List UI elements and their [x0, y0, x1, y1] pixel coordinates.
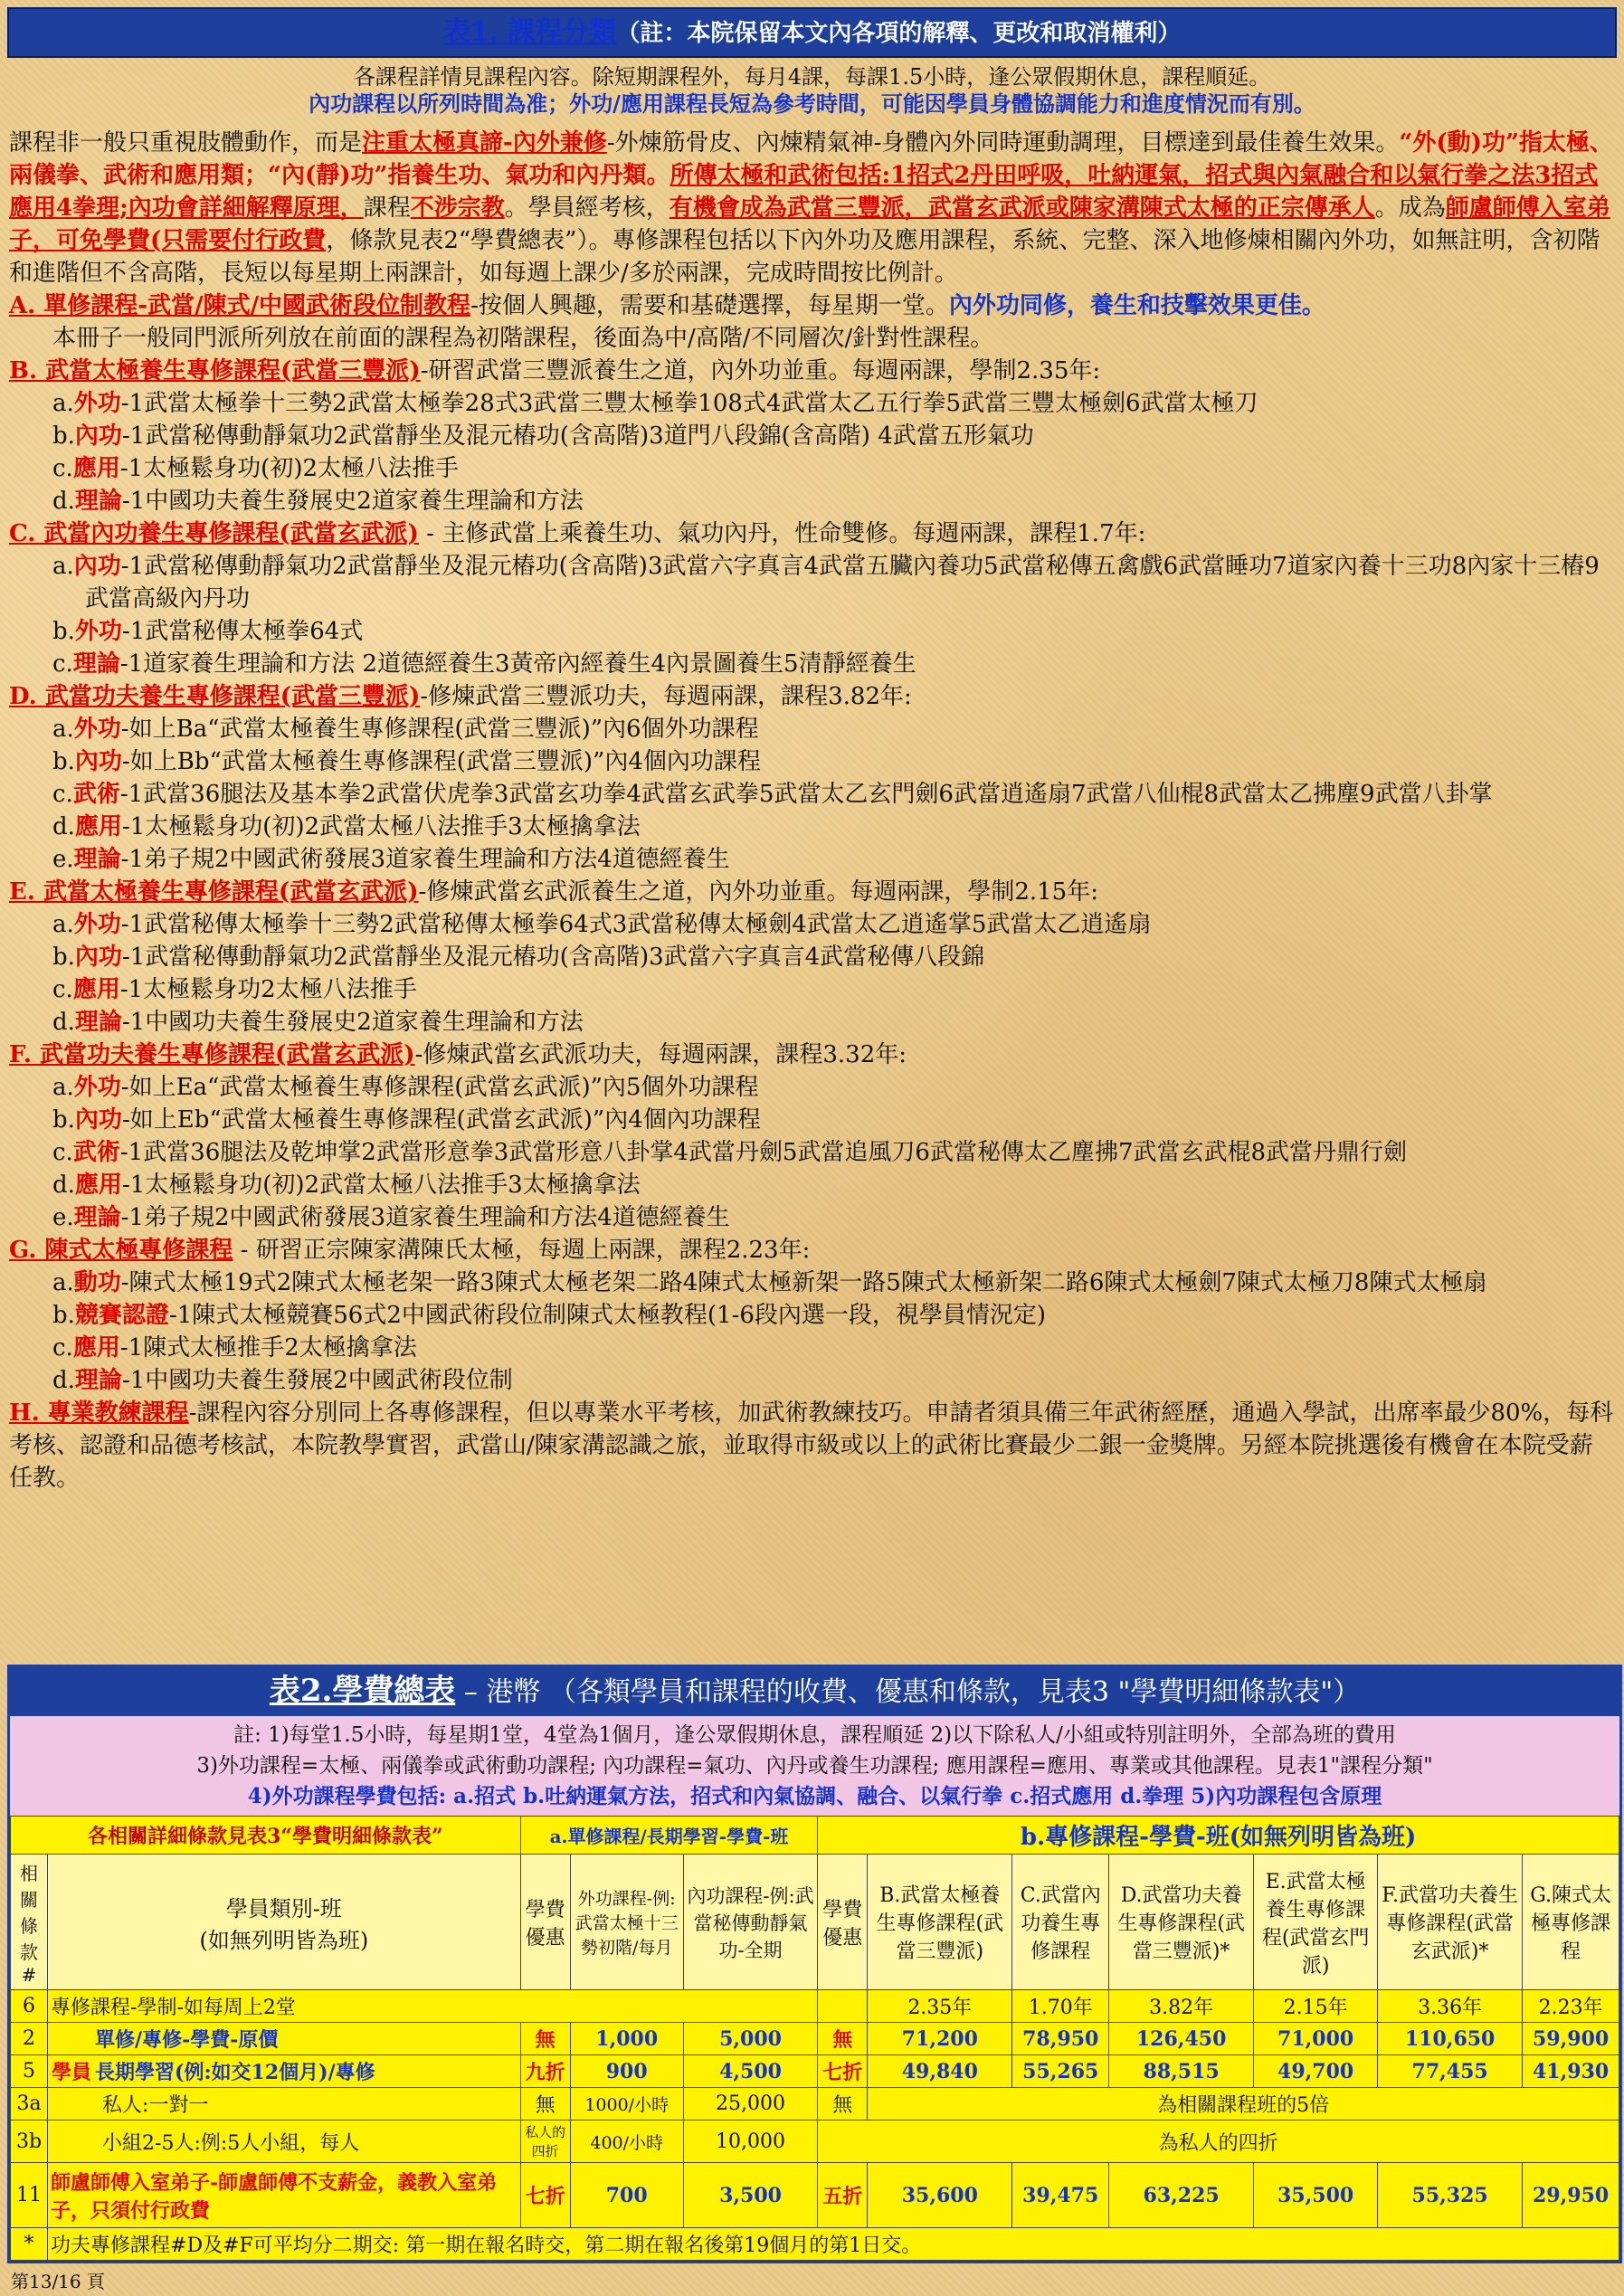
- table-cell: 78,950: [1012, 2023, 1109, 2055]
- item-category: 應用: [74, 813, 122, 840]
- header-cell: E.武當太極養生專修課程(武當玄門派): [1254, 1855, 1378, 1990]
- item-letter: e.: [52, 846, 74, 873]
- item-text: -如上Eb“武當太極養生專修課程(武當玄武派)”內4個內功課程: [121, 1106, 761, 1134]
- row-label: 單修/專修-學費-原價: [95, 2028, 279, 2052]
- item-category: 理論: [74, 1009, 122, 1036]
- table-row: [11, 2023, 1619, 2055]
- course-item: [7, 1071, 1617, 1104]
- table-cell: 2.23年: [1523, 1990, 1619, 2023]
- desc-highlight: “外(動)功”指太極、兩儀拳、武術和應用類；“內(靜)功”指養生功、氣功和內丹類。: [9, 129, 1613, 189]
- table-cell: 專修課程-學制-如每周上2堂: [48, 1990, 818, 2023]
- intro-line1: 各課程詳情見課程內容。除短期課程外，每月4課，每課1.5小時，逢公眾假期休息，課程順延。: [353, 64, 1271, 90]
- table-cell: 6: [11, 1990, 48, 2023]
- header-cell: 外功課程-例:武當太極十三勢初階/每月: [570, 1855, 683, 1990]
- desc-part: 。成為: [1374, 194, 1446, 222]
- item-category: 外功: [73, 1074, 121, 1101]
- table-cell: 師盧師傅入室弟子-師盧師傅不支薪金，義教入室弟子，只須付行政費: [48, 2163, 521, 2228]
- item-letter: c.: [52, 976, 73, 1003]
- section-text: - 主修武當上乘養生功、氣功內丹，性命雙修。每週兩課，課程1.7年:: [418, 520, 1146, 547]
- section-text: -修煉武當玄武派養生之道，內外功並重。每週兩課，學制2.15年:: [418, 878, 1098, 906]
- item-category: 外功: [73, 390, 121, 417]
- course-item: [7, 1201, 1617, 1234]
- section-text: -按個人興趣，需要和基礎選擇，每星期一堂。: [470, 292, 949, 319]
- table-cell: 3a: [11, 2088, 48, 2120]
- item-letter: e.: [52, 1204, 74, 1231]
- table-cell: 39,475: [1012, 2163, 1109, 2228]
- item-category: 動功: [73, 1269, 121, 1296]
- course-item: [7, 615, 1617, 648]
- table-cell: 為私人的四折: [818, 2120, 1619, 2163]
- table-cell: 126,450: [1109, 2023, 1254, 2055]
- desc-highlight: 師盧師傅入室弟子，可免學費(只需要付行政費: [9, 194, 1610, 254]
- table-row: [11, 1817, 1619, 1855]
- item-letter: d.: [52, 1367, 75, 1394]
- item-text: -1弟子規2中國武術發展3道家養生理論和方法4道德經養生: [120, 1204, 730, 1231]
- course-item: [7, 452, 1617, 485]
- table-cell: 私人的四折: [520, 2120, 570, 2163]
- table-cell: 41,930: [1523, 2055, 1619, 2088]
- section-label: D. 武當功夫養生專修課程(武當三豐派): [9, 683, 421, 710]
- row-label: 長期學習(例:如交12個月)/專修: [95, 2061, 375, 2084]
- course-item: [7, 387, 1617, 420]
- table1-title: 表1. 課程分類: [442, 16, 617, 48]
- item-text: -1中國功夫養生發展史2道家養生理論和方法: [121, 1009, 584, 1036]
- course-item: [7, 778, 1617, 811]
- item-text: -1太極鬆身功(初)2太極八法推手: [119, 455, 460, 482]
- item-category: 武術: [72, 1139, 120, 1166]
- item-text: -如上Ba“武當太極養生專修課程(武當三豐派)”內6個外功課程: [120, 716, 759, 743]
- item-letter: c.: [52, 650, 73, 678]
- section-label: A. 單修課程-武當/陳式/中國武術段位制教程: [9, 292, 471, 319]
- intro-line2: 內功課程以所列時間為准；外功/應用課程長短為參考時間，可能因學員身體協調能力和進度情況而有別。: [309, 90, 1315, 117]
- section-note: 本冊子一般同門派所列放在前面的課程為初階課程，後面為中/高階/不同層次/針對性課程。: [52, 325, 994, 352]
- table-footnote: 功夫專修課程#D及#F可平均分二期交: 第一期在報名時交，第二期在報名後第19個月的第1日交。: [48, 2228, 1619, 2261]
- course-item: [7, 1136, 1617, 1169]
- header-cell: 學費優惠: [818, 1855, 868, 1990]
- item-letter: b.: [52, 618, 75, 645]
- table-cell: 無: [818, 2023, 868, 2055]
- item-letter: d.: [52, 1009, 75, 1036]
- student-group-label: 學員: [52, 2061, 92, 2084]
- header-cell: 內功課程-例:武當秘傳動靜氣功-全期: [683, 1855, 818, 1990]
- desc-part: 課程非一般只重視肢體動作，而是: [9, 129, 363, 157]
- item-letter: c.: [52, 781, 73, 808]
- table-cell: 2.35年: [868, 1990, 1012, 2023]
- table-cell: 400/小時: [570, 2120, 683, 2163]
- course-item: [7, 648, 1617, 680]
- section-heading: [9, 1039, 1615, 1071]
- desc-part: -外煉筋骨皮、內煉精氣神-身體內外同時運動調理，目標達到最佳養生效果。: [606, 129, 1400, 157]
- header-cell: B.武當太極養生專修課程(武當三豐派): [868, 1855, 1012, 1990]
- item-text: -1武當秘傳太極拳64式: [121, 618, 364, 645]
- course-item: [7, 811, 1617, 843]
- item-letter: d.: [52, 488, 75, 515]
- table-cell: 小組2-5人:例:5人小組，每人: [48, 2120, 521, 2163]
- item-letter: c.: [52, 1334, 73, 1361]
- item-text: -1道家養生理論和方法 2道德經養生3黃帝內經養生4內景圖養生5清靜經養生: [119, 650, 916, 678]
- item-category: 內功: [74, 1106, 122, 1134]
- item-letter: b.: [52, 422, 75, 450]
- item-text: -1弟子規2中國武術發展3道家養生理論和方法4道德經養生: [120, 846, 730, 873]
- item-text: -1武當36腿法及乾坤掌2武當形意拳3武當形意八卦掌4武當丹劍5武當追風刀6武當秘傳太乙塵拂7武當玄武棍8武當丹鼎行劍: [119, 1139, 1408, 1166]
- item-letter: a.: [52, 553, 74, 580]
- table2-notes: [10, 1716, 1619, 1816]
- section-heading: [9, 1234, 1615, 1267]
- section-text: -修煉武當三豐派功夫，每週兩課，課程3.82年:: [420, 683, 912, 710]
- table-cell: 63,225: [1109, 2163, 1254, 2228]
- item-category: 內功: [73, 553, 121, 580]
- table1-title-bar: [7, 7, 1617, 58]
- item-category: 應用: [74, 1172, 122, 1199]
- desc-part: ，條款見表2“學費總表”）。專修課程包括以下內外功及應用課程，系統、完整、深入地修煉相關內外功，如無註明，含初階和進階但不含高階，長短以每星期上兩課計，如每週上課少/多於兩課，完成時間按比例計。: [9, 227, 1600, 287]
- table-cell: 110,650: [1378, 2023, 1523, 2055]
- table-row: [11, 1855, 1619, 1990]
- table-cell: 49,840: [868, 2055, 1012, 2088]
- item-category: 應用: [72, 455, 120, 482]
- item-category: 理論: [74, 488, 122, 515]
- item-text: -1中國功夫養生發展2中國武術段位制: [121, 1367, 513, 1394]
- item-letter: a.: [52, 911, 74, 938]
- course-item: [7, 1267, 1617, 1299]
- table-cell: 五折: [818, 2163, 868, 2228]
- table-row: [11, 2228, 1619, 2261]
- item-category: 理論: [74, 1367, 122, 1394]
- item-text: -1武當秘傳太極拳十三勢2武當秘傳太極拳64式3武當秘傳太極劍4武當太乙逍遙掌5武當太乙逍遙扇: [120, 911, 1152, 938]
- table-cell: 3.82年: [1109, 1990, 1254, 2023]
- table1-note: （註：本院保留本文內各項的解釋、更改和取消權利）: [616, 20, 1182, 47]
- table-row: [11, 1990, 1619, 2023]
- desc-part: 課程: [363, 194, 411, 222]
- item-category: 理論: [72, 650, 120, 678]
- course-item: [7, 1006, 1617, 1039]
- desc-highlight: 不涉宗教: [410, 194, 505, 222]
- section-heading: [9, 680, 1615, 713]
- table-cell: 71,000: [1254, 2023, 1378, 2055]
- course-item: [7, 1104, 1617, 1136]
- item-category: 外功: [73, 716, 121, 743]
- header-cell: a.單修課程/長期學習-學費-班: [520, 1817, 818, 1855]
- section-text: - 研習正宗陳家溝陳氏太極，每週上兩課，課程2.23年:: [233, 1237, 811, 1264]
- item-letter: c.: [52, 455, 73, 482]
- section-label: F. 武當功夫養生專修課程(武當玄武派): [9, 1041, 415, 1068]
- table2-title-main: 表2.學費總表: [269, 1673, 456, 1709]
- item-letter: a.: [52, 390, 74, 417]
- item-letter: d.: [52, 813, 75, 840]
- item-letter: b.: [52, 944, 75, 971]
- header-cell: G.陳式太極專修課程: [1523, 1855, 1619, 1990]
- header-cell: 各相關詳細條款見表3“學費明細條款表”: [11, 1817, 521, 1855]
- table-cell: 1.70年: [1012, 1990, 1109, 2023]
- table-cell: [818, 1990, 868, 2023]
- table-cell: 1,000: [570, 2023, 683, 2055]
- section-heading: [9, 517, 1615, 550]
- table-cell: 700: [570, 2163, 683, 2228]
- table-cell: 49,700: [1254, 2055, 1378, 2088]
- item-letter: b.: [52, 1106, 75, 1134]
- item-letter: d.: [52, 1172, 75, 1199]
- table-cell: 29,950: [1523, 2163, 1619, 2228]
- table-cell: 5,000: [683, 2023, 818, 2055]
- table-row: [11, 2163, 1619, 2228]
- item-text: -1太極鬆身功2太極八法推手: [119, 976, 417, 1003]
- section-heading: [9, 1397, 1615, 1494]
- item-category: 外功: [74, 618, 122, 645]
- table-cell: 九折: [520, 2055, 570, 2088]
- note-line: 3)外功課程=太極、兩儀拳或武術動功課程; 內功課程=氣功、內丹或養生功課程; 應用課程=應用、專業或其他課程。見表1"課程分類": [196, 1754, 1433, 1778]
- item-category: 應用: [72, 976, 120, 1003]
- table-cell: 3,500: [683, 2163, 818, 2228]
- course-item: [7, 973, 1617, 1006]
- table-cell: 無: [520, 2088, 570, 2120]
- table-cell: 25,000: [683, 2088, 818, 2120]
- item-letter: a.: [52, 1074, 74, 1101]
- item-category: 外功: [73, 911, 121, 938]
- item-text: -1太極鬆身功(初)2武當太極八法推手3太極擒拿法: [121, 1172, 641, 1199]
- item-text: -1武當秘傳動靜氣功2武當靜坐及混元樁功(含高階)3武當六字真言4武當秘傳八段錦: [121, 944, 985, 971]
- section-heading: [9, 355, 1615, 387]
- item-text: -1陳式太極競賽56式2中國武術段位制陳式太極教程(1-6段內選一段，視學員情況定): [168, 1302, 1047, 1329]
- item-text: -如上Ea“武當太極養生專修課程(武當玄武派)”內5個外功課程: [120, 1074, 759, 1101]
- item-text: -1武當太極拳十三勢2武當太極拳28式3武當三豐太極拳108式4武當太乙五行拳5武當三豐太極劍6武當太極刀: [120, 390, 1258, 417]
- course-description: [9, 127, 1615, 289]
- table-cell: 無: [520, 2023, 570, 2055]
- table-row: [11, 2088, 1619, 2120]
- table-row: [11, 2055, 1619, 2088]
- header-cell: F.武當功夫養生專修課程(武當玄武派)*: [1378, 1855, 1523, 1990]
- item-letter: b.: [52, 1302, 75, 1329]
- header-cell: 學員類別-班 (如無列明皆為班): [48, 1855, 521, 1990]
- table-cell: 2: [11, 2023, 48, 2055]
- course-item: [7, 1299, 1617, 1332]
- table-cell: 71,200: [868, 2023, 1012, 2055]
- table-cell: 2.15年: [1254, 1990, 1378, 2023]
- table-row: [11, 2120, 1619, 2163]
- item-text: -陳式太極19式2陳式太極老架一路3陳式太極老架二路4陳式太極新架一路5陳式太極新架二路6陳式太極劍7陳式太極刀8陳式太極扇: [120, 1269, 1487, 1296]
- table-cell: 為相關課程班的5倍: [868, 2088, 1619, 2120]
- item-category: 理論: [73, 846, 121, 873]
- header-cell: b.專修課程-學費-班(如無列明皆為班): [818, 1817, 1619, 1855]
- table2-title: [10, 1667, 1619, 1716]
- course-item: [7, 843, 1617, 876]
- table2-title-sub: – 港幣 （各類學員和課程的收費、優惠和條款，見表3 "學費明細條款表"）: [455, 1676, 1361, 1708]
- table-cell: *: [11, 2228, 48, 2261]
- course-item: [7, 713, 1617, 745]
- item-category: 武術: [72, 781, 120, 808]
- header-cell: D.武當功夫養生專修課程(武當三豐派)*: [1109, 1855, 1254, 1990]
- table-cell: 77,455: [1378, 2055, 1523, 2088]
- section-heading: [9, 289, 1615, 322]
- item-letter: a.: [52, 716, 74, 743]
- course-item: [7, 485, 1617, 517]
- table-cell: [48, 2055, 521, 2088]
- desc-highlight: 注重太極真諦-內外兼修: [362, 129, 607, 157]
- section-extra: 內外功同修，養生和技擊效果更佳。: [948, 292, 1325, 319]
- course-item: [7, 745, 1617, 778]
- page-number: 第13/16 頁: [11, 2271, 105, 2292]
- table-cell: 11: [11, 2163, 48, 2228]
- course-sections: [7, 289, 1617, 1494]
- item-letter: c.: [52, 1139, 73, 1166]
- table-cell: 900: [570, 2055, 683, 2088]
- section-label: H. 專業教練課程: [9, 1399, 189, 1427]
- item-text: -如上Bb“武當太極養生專修課程(武當三豐派)”內4個內功課程: [121, 748, 761, 775]
- item-text: -1武當秘傳動靜氣功2武當靜坐及混元樁功(含高階)3道門八段錦(含高階) 4武當五形氣功: [121, 422, 1034, 450]
- section-text: -課程內容分別同上各專修課程，但以專業水平考核，加武術教練技巧。申請者須具備三年武術經歷，通過入學試，出席率最少80%，每科考核、認證和品德考核試，本院教學實習，武當山/陳家溝認識之旅，並取得市級或以上的武術比賽最少二銀一金獎牌。另經本院挑選後有機會在本院受薪任教。: [9, 1399, 1614, 1492]
- table-cell: 私人:一對一: [48, 2088, 521, 2120]
- table-cell: 55,325: [1378, 2163, 1523, 2228]
- note-line: 4)外功課程學費包括: a.招式 b.吐納運氣方法，招式和內氣協調、融合、以氣行拳 c.招式應用 d.拳理 5)內功課程包含原理: [247, 1784, 1382, 1808]
- table-cell: 3b: [11, 2120, 48, 2163]
- course-item: [7, 550, 1617, 615]
- header-cell: C.武當內功養生專修課程: [1012, 1855, 1109, 1990]
- item-text: -1武當36腿法及基本拳2武當伏虎拳3武當玄功拳4武當玄武拳5武當太乙玄門劍6武當逍遙扇7武當八仙棍8武當太乙拂塵9武當八卦掌: [119, 781, 1493, 808]
- item-category: 應用: [72, 1334, 120, 1361]
- desc-highlight: 所傳太極和武術包括:1招式2丹田呼吸，吐納運氣，招式與內氣融合和以氣行拳之法3招式應用4拳理;內功會詳細解釋原理，: [9, 162, 1599, 222]
- fee-table: [10, 1816, 1619, 2261]
- section-label: B. 武當太極養生專修課程(武當三豐派): [9, 357, 421, 384]
- item-category: 競賽認證: [74, 1302, 169, 1329]
- section-label: C. 武當內功養生專修課程(武當玄武派): [9, 520, 419, 547]
- section-label: G. 陳式太極專修課程: [9, 1237, 233, 1264]
- item-category: 內功: [74, 422, 122, 450]
- table-cell: 35,500: [1254, 2163, 1378, 2228]
- note-line: 註: 1)每堂1.5小時，每星期1堂，4堂為1個月，逢公眾假期休息，課程順延 2)以下除私人/小組或特別註明外，全部為班的費用: [233, 1723, 1396, 1747]
- item-text: -1陳式太極推手2太極擒拿法: [119, 1334, 417, 1361]
- table-cell: 七折: [520, 2163, 570, 2228]
- desc-highlight: 有機會成為武當三豐派，武當玄武派或陳家溝陳式太極的正宗傳承人: [669, 194, 1375, 222]
- section-heading: [9, 876, 1615, 908]
- page-content: [7, 7, 1617, 1494]
- fee-table-panel: [7, 1665, 1622, 2263]
- section-text: -研習武當三豐派養生之道，內外功並重。每週兩課，學制2.35年:: [420, 357, 1101, 384]
- table-cell: [48, 2023, 521, 2055]
- item-text: -1太極鬆身功(初)2武當太極八法推手3太極擒拿法: [121, 813, 641, 840]
- item-text: -1武當秘傳動靜氣功2武當靜坐及混元樁功(含高階)3武當六字真言4武當五臟內養功5武當秘傳五禽戲6武當睡功7道家內養十三功8內家十三樁9武當高級內丹功: [85, 553, 1600, 612]
- item-letter: b.: [52, 748, 75, 775]
- table-cell: 無: [818, 2088, 868, 2120]
- item-category: 內功: [74, 944, 122, 971]
- section-label: E. 武當太極養生專修課程(武當玄武派): [9, 878, 419, 906]
- table-cell: 88,515: [1109, 2055, 1254, 2088]
- table-cell: 1000/小時: [570, 2088, 683, 2120]
- table-cell: 3.36年: [1378, 1990, 1523, 2023]
- table-cell: 59,900: [1523, 2023, 1619, 2055]
- header-cell: 學費優惠: [520, 1855, 570, 1990]
- table-cell: 5: [11, 2055, 48, 2088]
- course-item: [7, 1169, 1617, 1201]
- course-item: [7, 1332, 1617, 1364]
- table-cell: 七折: [818, 2055, 868, 2088]
- desc-part: 。學員經考核，: [504, 194, 670, 222]
- course-item: [7, 420, 1617, 452]
- item-letter: a.: [52, 1269, 74, 1296]
- course-item: [7, 941, 1617, 973]
- item-category: 內功: [74, 748, 122, 775]
- item-text: -1中國功夫養生發展史2道家養生理論和方法: [121, 488, 584, 515]
- course-item: [7, 908, 1617, 941]
- table-cell: 4,500: [683, 2055, 818, 2088]
- table-cell: 10,000: [683, 2120, 818, 2163]
- table-cell: 35,600: [868, 2163, 1012, 2228]
- section-text: -修煉武當玄武派功夫，每週兩課，課程3.32年:: [414, 1041, 907, 1068]
- header-cell: 相關條款#: [11, 1855, 48, 1990]
- item-category: 理論: [73, 1204, 121, 1231]
- table-cell: 55,265: [1012, 2055, 1109, 2088]
- course-item: [7, 1364, 1617, 1397]
